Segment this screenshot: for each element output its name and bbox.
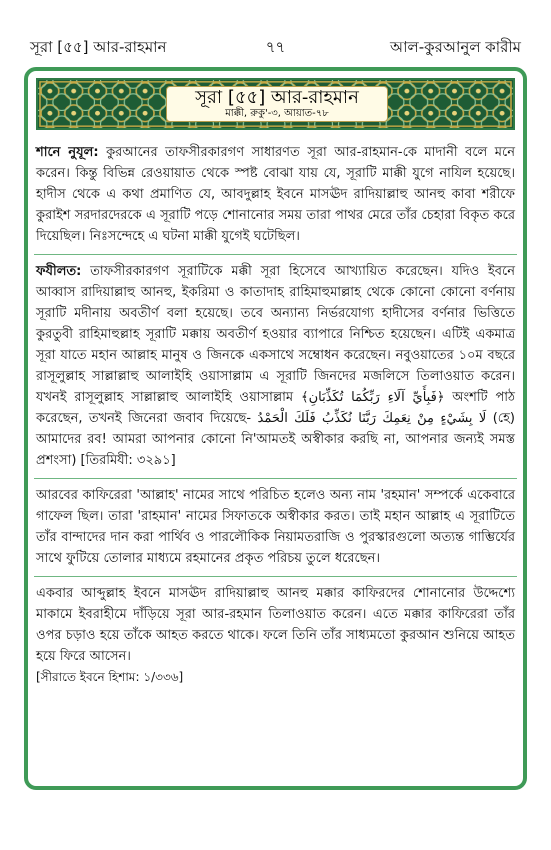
paragraph-shane-nuzul <box>34 136 517 255</box>
running-header <box>30 36 521 58</box>
fazilat-text-1: তাফসীরকারগণ সূরাটিকে মক্কী সূরা হিসেবে আখ্যায়িত করেছেন। যদিও ইবনে আব্বাস রাদিয়াল্লাহু আনহু, ইকরিমা ও কাতাদাহ রাহিমাহুমাল্লাহ থেকে কোনো কোনো বর্ণনায় সূরাটি মদীনায় অবতীর্ণ বলা হয়েছে। তবে অন্যান্য নির্ভরযোগ্য হাদীসের বর্ণনার ভিত্তিতে কুরতুবী রাহিমাহুল্লাহ সূরাটি মক্কায় অবতীর্ণ হওয়ার ব্যাপারে নিশ্চিত হয়েছেন। এটিই একমাত্র সূরা যাতে মহান আল্লাহ মানুষ ও জিনকে একসাথে সম্বোধন করেছেন। নবুওয়াতের ১০ম বছরে রাসূলুল্লাহ সাল্লাল্লাহু আলাইহি ওয়াসাল্লাম এ সূরাটি জিনদের মজলিসে তিলাওয়াত করেন। যখনই রাসূলুল্লাহ সাল্লাল্লাহু আলাইহি ওয়াসাল্লাম <box>36 264 515 405</box>
running-header-surah: সূরা [৫৫] আর-রাহমান <box>30 38 167 56</box>
fazilat-heading: ফযীলত: <box>36 264 82 279</box>
rahman-name-text: আরবের কাফিরেরা 'আল্লাহ' নামের সাথে পরিচিত হলেও অন্য নাম 'রহমান' সম্পর্কে একেবারে গাফেল ছিল। তারা 'রাহমান' নামের সিফাতকে অস্বীকার করত। তাই মহান আল্লাহ এ সূরাটিতে তাঁর বান্দাদের দান করা পার্থিব ও পারলৌকিক নিয়ামতরাজি ও পুরস্কারগুলো অত্যন্ত গাম্ভির্যের সাথে ফুটিয়ে তোলার মাধ্যমে রহমানের প্রকৃত পরিচয় তুলে ধরেছেন। <box>36 488 515 566</box>
title-banner <box>36 78 515 130</box>
arabic-jinn-reply: لَا بِشَيْءٍ مِنْ نِعَمِكَ رَبَّنَا نُكَذِّبُ فَلَكَ الْحَمْدُ <box>257 411 487 426</box>
ibn-masud-text: একবার আব্দুল্লাহ ইবনে মাসঊদ রাদিয়াল্লাহু আনহু মক্কার কাফিরদের শোনানোর উদ্দেশ্যে মাকামে ইবরাহীমে দাঁড়িয়ে সূরা আর-রহমান তিলাওয়াত করেন। এতে মক্কার কাফিরেরা তাঁর ওপর চড়াও হয়ে তাঁকে আহত করতে থাকে। ফলে তিনি তাঁর সাধ্যমতো কুরআন শুনিয়ে আহত হয়ে ফিরে আসেন। <box>36 586 515 664</box>
shane-nuzul-text: কুরআনের তাফসীরকারগণ সাধারণত সূরা আর-রাহমান-কে মাদানী বলে মনে করেন। কিন্তু বিভিন্ন রেওয়ায়াত থেকে স্পষ্ট বোঝা যায় যে, সূরাটি মাক্কী যুগে নাযিল হয়েছে। হাদীস থেকে এ কথা প্রমাণিত যে, আবদুল্লাহ ইবনে মাসঊদ রাদিয়াল্লাহু আনহু কাবা শরীফে কুরাইশ সরদারদেরকে এ সূরাটি পড়ে শোনানোর সময় তারা পাথর মেরে তাঁর চেহারা বিকৃত করে দিয়েছিল। নিঃসন্দেহে এ ঘটনা মাক্কী যুগেই ঘটেছিল। <box>36 145 515 244</box>
fazilat-text-2: অংশটি পাঠ করেছেন, তখনই জিনেরা জবাব দিয়েছে- <box>36 390 515 426</box>
paragraph-fazilat <box>34 255 517 479</box>
surah-title: সূরা [৫৫] আর-রাহমান <box>195 87 359 108</box>
shane-nuzul-heading: শানে নুযূল: <box>36 145 99 160</box>
running-header-book-title: আল-কুরআনুল কারীম <box>390 38 521 56</box>
citation: [সীরাতে ইবনে হিশাম: ১/৩৩৬] <box>36 670 184 684</box>
page-number: ৭৭ <box>265 38 286 56</box>
paragraph-ibn-masud <box>34 577 517 695</box>
arabic-ayah: ﴿فَبِأَيِّ آلَاءِ رَبِّكُمَا تُكَذِّبَانِ﴾ <box>300 390 445 405</box>
fazilat-text-3: (হে) আমাদের রব! আমরা আপনার কোনো নি'আমতই অস্বীকার করছি না, আপনার জন্যই সমস্ত প্রশংসা) [তিরমিযী: ৩২৯১] <box>36 411 515 468</box>
paragraph-rahman-name <box>34 479 517 577</box>
title-box <box>166 86 388 122</box>
content-area <box>34 136 517 695</box>
surah-subtitle: মাক্কী, রুকু'-৩, আয়াত-৭৮ <box>225 108 329 119</box>
